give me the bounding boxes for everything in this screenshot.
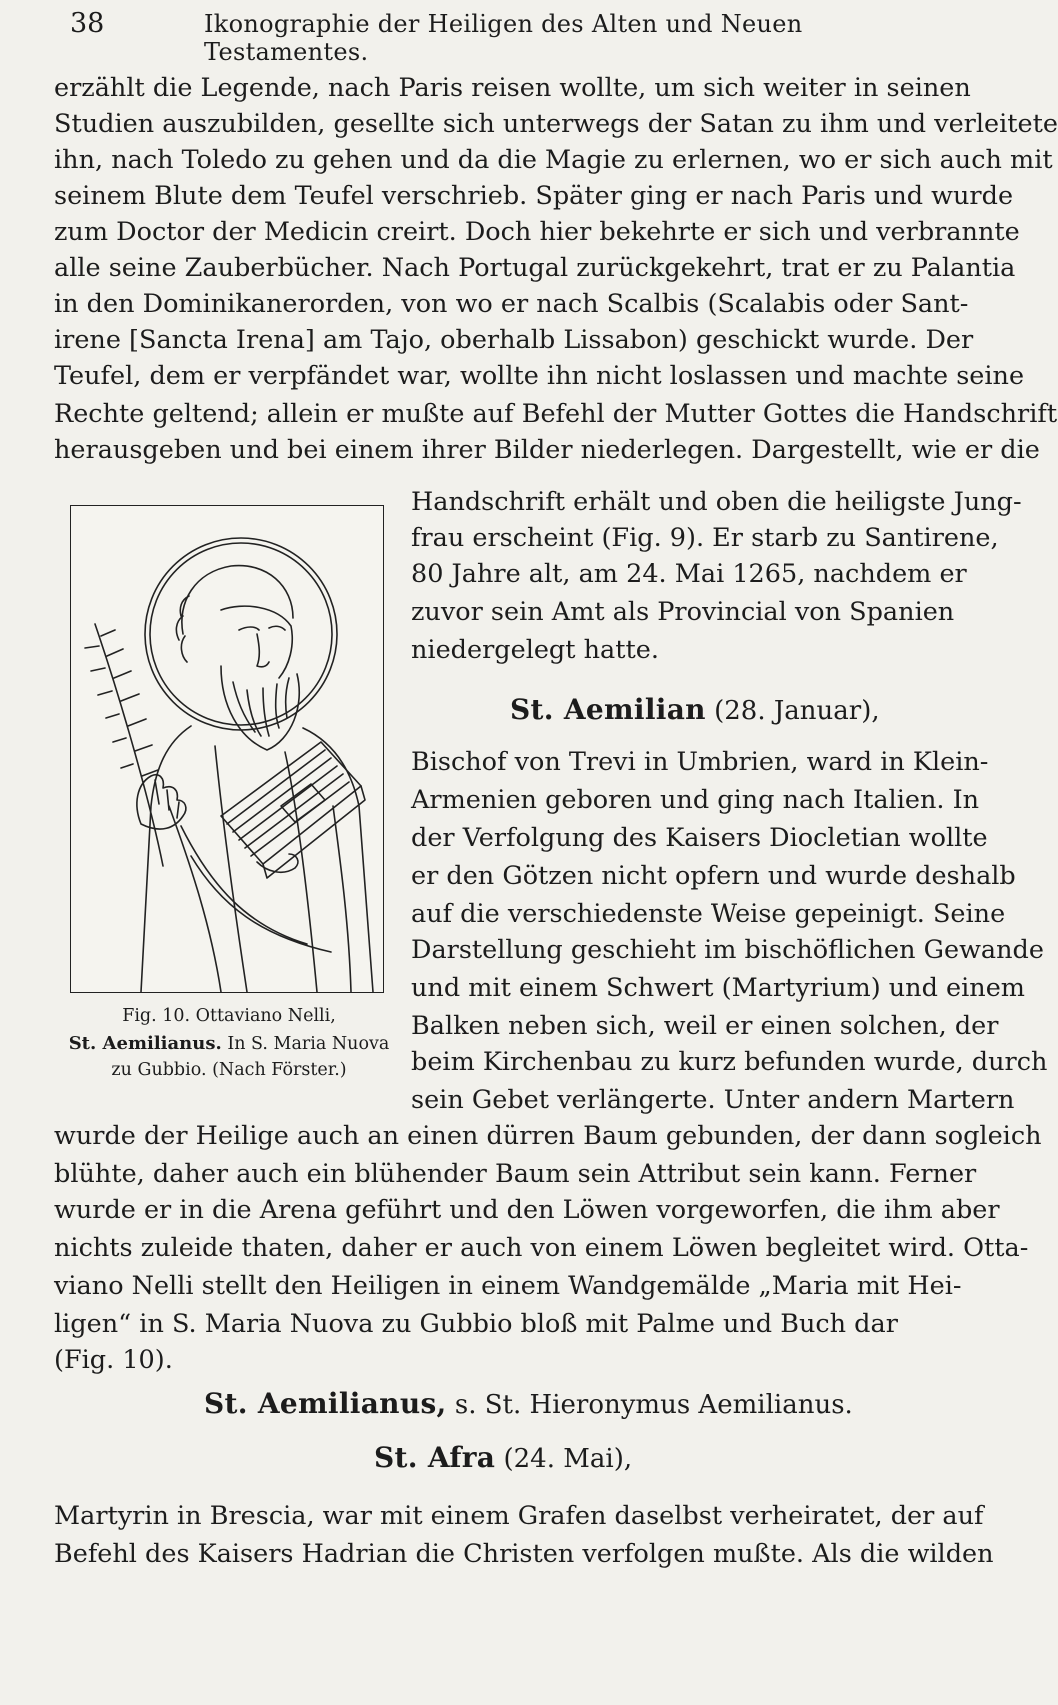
- text-line: der Verfolgung des Kaisers Diocletian wollte: [411, 823, 988, 853]
- saint-name: St. Aemilianus,: [204, 1387, 447, 1420]
- running-title: Ikonographie der Heiligen des Alten und Neuen Testamentes.: [204, 10, 803, 66]
- text-line: zuvor sein Amt als Provincial von Spanien: [411, 597, 955, 627]
- text-line: wurde der Heilige auch an einen dürren Baum gebunden, der dann sogleich: [54, 1121, 1042, 1151]
- text-line: Armenien geboren und ging nach Italien. In: [411, 785, 980, 815]
- text-line: beim Kirchenbau zu kurz befunden wurde, durch: [411, 1047, 1048, 1077]
- text-line: ihn, nach Toledo zu gehen und da die Magie zu erlernen, wo er sich auch mit: [54, 145, 1053, 175]
- running-head: [62, 6, 962, 66]
- caption-saint-name: St. Aemilianus.: [68, 1033, 222, 1054]
- text-line: blühte, daher auch ein blühender Baum sein Attribut sein kann. Ferner: [54, 1159, 977, 1189]
- text-line: erzählt die Legende, nach Paris reisen wollte, um sich weiter in seinen: [54, 73, 971, 103]
- text-line: Martyrin in Brescia, war mit einem Grafen daselbst verheiratet, der auf: [54, 1501, 984, 1531]
- text-line: (Fig. 10).: [54, 1345, 173, 1375]
- text-line: Rechte geltend; allein er mußte auf Befehl der Mutter Gottes die Handschrift: [54, 399, 1058, 429]
- text-line: wurde er in die Arena geführt und den Löwen vorgeworfen, die ihm aber: [54, 1195, 1000, 1225]
- saint-engraving-illustration: [71, 506, 383, 992]
- text-line: alle seine Zauberbücher. Nach Portugal zurückgekehrt, trat er zu Palantia: [54, 253, 1016, 283]
- text-line: Darstellung geschieht im bischöflichen Gewande: [411, 935, 1044, 965]
- text-line: Teufel, dem er verpfändet war, wollte ihn nicht loslassen und machte seine: [54, 361, 1025, 391]
- text-line: nichts zuleide thaten, daher er auch von einem Löwen begleitet wird. Otta-: [54, 1233, 1029, 1263]
- text-line: auf die verschiedenste Weise gepeinigt. Seine: [411, 899, 1006, 929]
- text-line: sein Gebet verlängerte. Unter andern Martern: [411, 1085, 1015, 1115]
- feast-date: (28. Januar),: [705, 696, 880, 726]
- caption-text: In S. Maria Nuova: [221, 1034, 390, 1054]
- heading-st-afra: [374, 1438, 632, 1478]
- figure-caption-line: [54, 1030, 404, 1058]
- text-line: Studien auszubilden, gesellte sich unterwegs der Satan zu ihm und verleitete: [54, 109, 1058, 139]
- figure-caption-line: zu Gubbio. (Nach Förster.): [111, 1060, 347, 1080]
- heading-st-aemilian: [510, 690, 880, 730]
- text-line: herausgeben und bei einem ihrer Bilder niederlegen. Dargestellt, wie er die: [54, 435, 1040, 465]
- text-line: Handschrift erhält und oben die heiligste Jung-: [411, 487, 1022, 517]
- text-line: Balken neben sich, weil er einen solchen, der: [411, 1011, 999, 1041]
- text-line: niedergelegt hatte.: [411, 635, 659, 665]
- text-line: 80 Jahre alt, am 24. Mai 1265, nachdem er: [411, 559, 967, 589]
- text-line: zum Doctor der Medicin creirt. Doch hier bekehrte er sich und verbrannte: [54, 217, 1020, 247]
- text-line: in den Dominikanerorden, von wo er nach Scalbis (Scalabis oder Sant-: [54, 289, 969, 319]
- figure-illustration: [70, 505, 384, 993]
- feast-date: (24. Mai),: [495, 1444, 633, 1474]
- text-line: er den Götzen nicht opfern und wurde deshalb: [411, 861, 1016, 891]
- figure-caption-line: Fig. 10. Ottaviano Nelli,: [122, 1006, 336, 1026]
- cross-reference: s. St. Hieronymus Aemilianus.: [446, 1390, 853, 1420]
- text-line: ligen“ in S. Maria Nuova zu Gubbio bloß mit Palme und Buch dar: [54, 1309, 898, 1339]
- text-line: seinem Blute dem Teufel verschrieb. Später ging er nach Paris und wurde: [54, 181, 1014, 211]
- saint-name: St. Afra: [374, 1441, 496, 1474]
- text-line: viano Nelli stellt den Heiligen in einem Wandgemälde „Maria mit Hei-: [54, 1271, 962, 1301]
- heading-st-aemilianus: [204, 1384, 853, 1424]
- text-line: irene [Sancta Irena] am Tajo, oberhalb Lissabon) geschickt wurde. Der: [54, 325, 974, 355]
- text-line: frau erscheint (Fig. 9). Er starb zu Santirene,: [411, 523, 999, 553]
- page-number: 38: [70, 8, 105, 39]
- saint-name: St. Aemilian: [510, 693, 706, 726]
- text-line: Bischof von Trevi in Umbrien, ward in Klein-: [411, 747, 989, 777]
- text-line: Befehl des Kaisers Hadrian die Christen verfolgen mußte. Als die wilden: [54, 1539, 994, 1569]
- text-line: und mit einem Schwert (Martyrium) und einem: [411, 973, 1025, 1003]
